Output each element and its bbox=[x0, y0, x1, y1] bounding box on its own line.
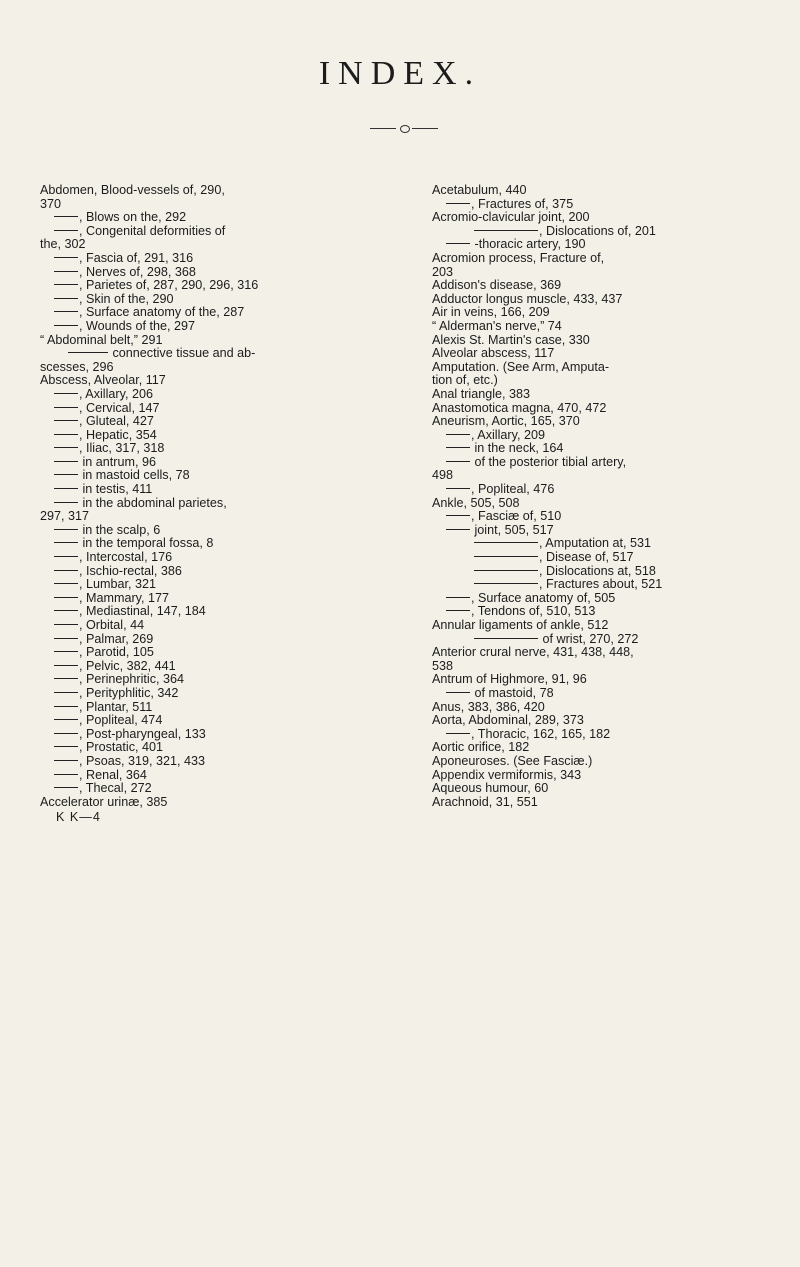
index-entry bbox=[432, 225, 728, 239]
ditto-dash bbox=[54, 609, 78, 611]
index-entry bbox=[432, 429, 728, 443]
index-entry bbox=[432, 266, 728, 280]
ditto-dash bbox=[54, 460, 78, 462]
index-entry bbox=[432, 728, 728, 742]
index-entry bbox=[432, 320, 728, 334]
index-column-left bbox=[40, 184, 336, 825]
index-entry bbox=[432, 673, 728, 687]
index-entry bbox=[432, 701, 728, 715]
index-entry bbox=[40, 347, 336, 361]
index-entry bbox=[40, 633, 336, 647]
index-entry-text: 297, 317 bbox=[40, 509, 90, 524]
index-entry bbox=[432, 184, 728, 198]
ornament-dot bbox=[400, 125, 410, 133]
index-entry-text: , Axillary, 209 bbox=[471, 427, 545, 442]
index-entry bbox=[432, 293, 728, 307]
ditto-dash bbox=[446, 596, 470, 598]
ditto-dash bbox=[54, 650, 78, 652]
ditto-dash bbox=[54, 528, 78, 530]
index-entry-text: Annular ligaments of ankle, 512 bbox=[432, 618, 609, 632]
index-entry-text: in the temporal fossa, 8 bbox=[79, 536, 214, 551]
index-entry-text: in the abdominal parietes, bbox=[79, 495, 227, 510]
index-entry-text: , Gluteal, 427 bbox=[79, 414, 154, 429]
index-entry bbox=[432, 347, 728, 361]
index-entry-text: of wrist, 270, 272 bbox=[539, 631, 639, 646]
index-entry bbox=[432, 796, 728, 810]
index-entry bbox=[432, 388, 728, 402]
index-entry-text: 203 bbox=[432, 264, 454, 279]
index-entry bbox=[40, 524, 336, 538]
index-entry bbox=[40, 741, 336, 755]
ditto-dash bbox=[474, 541, 538, 543]
index-entry bbox=[432, 469, 728, 483]
index-entry-text: tion of, etc.) bbox=[432, 373, 498, 388]
index-entry-text: , Blows on the, 292 bbox=[79, 210, 187, 225]
index-entry-text: joint, 505, 517 bbox=[471, 522, 554, 537]
index-entry-text: “ Alderman's nerve,” 74 bbox=[432, 318, 562, 333]
ditto-dash bbox=[446, 433, 470, 435]
index-entry-text: , Iliac, 317, 318 bbox=[79, 441, 165, 456]
ditto-dash bbox=[54, 623, 78, 625]
index-entry bbox=[40, 442, 336, 456]
index-entry bbox=[40, 565, 336, 579]
index-entry bbox=[40, 782, 336, 796]
index-entry-text: Abscess, Alveolar, 117 bbox=[40, 373, 166, 388]
index-entry bbox=[432, 592, 728, 606]
index-entry-text: in the scalp, 6 bbox=[79, 522, 161, 537]
index-entry bbox=[432, 510, 728, 524]
index-entry-text: , Mammary, 177 bbox=[79, 590, 170, 605]
index-entry bbox=[432, 660, 728, 674]
index-entry-text: , Perityphlitic, 342 bbox=[79, 685, 179, 700]
ditto-dash bbox=[54, 677, 78, 679]
index-entry bbox=[432, 578, 728, 592]
ditto-dash bbox=[446, 609, 470, 611]
ditto-dash bbox=[54, 215, 78, 217]
index-entry-text: , Mediastinal, 147, 184 bbox=[79, 604, 206, 619]
index-entry-text: Acetabulum, 440 bbox=[432, 183, 527, 197]
index-entry-text: , Lumbar, 321 bbox=[79, 577, 157, 592]
index-entry bbox=[432, 741, 728, 755]
index-entry-text: , Thecal, 272 bbox=[79, 781, 152, 796]
ditto-dash bbox=[54, 569, 78, 571]
title-ornament bbox=[370, 124, 438, 134]
index-entry bbox=[40, 497, 336, 511]
index-entry-text: , Plantar, 511 bbox=[79, 699, 153, 714]
ditto-dash bbox=[474, 582, 538, 584]
index-entry bbox=[40, 198, 336, 212]
index-entry-text: , Hepatic, 354 bbox=[79, 427, 157, 442]
index-entry bbox=[432, 605, 728, 619]
ditto-dash bbox=[54, 283, 78, 285]
index-entry bbox=[40, 592, 336, 606]
ditto-dash bbox=[54, 745, 78, 747]
ditto-dash bbox=[54, 555, 78, 557]
index-entry bbox=[40, 660, 336, 674]
index-entry bbox=[432, 646, 728, 660]
ditto-dash bbox=[54, 759, 78, 761]
index-entry-text: , Thoracic, 162, 165, 182 bbox=[471, 726, 611, 741]
index-entry-text: connective tissue and ab- bbox=[109, 346, 256, 361]
ditto-dash bbox=[54, 718, 78, 720]
index-entry-text: , Disease of, 517 bbox=[539, 550, 634, 565]
index-entry bbox=[432, 334, 728, 348]
index-entry-text: , Intercostal, 176 bbox=[79, 550, 173, 565]
index-entry bbox=[432, 442, 728, 456]
ditto-dash bbox=[446, 242, 470, 244]
index-entry bbox=[432, 483, 728, 497]
index-entry bbox=[40, 320, 336, 334]
index-entry-text: , Psoas, 319, 321, 433 bbox=[79, 753, 206, 768]
ditto-dash bbox=[54, 324, 78, 326]
index-entry bbox=[40, 211, 336, 225]
index-entry-text: Antrum of Highmore, 91, 96 bbox=[432, 672, 587, 687]
index-entry bbox=[432, 211, 728, 225]
ditto-dash bbox=[446, 202, 470, 204]
index-entry bbox=[432, 565, 728, 579]
ditto-dash bbox=[446, 732, 470, 734]
index-entry-text: Aneurism, Aortic, 165, 370 bbox=[432, 414, 580, 429]
index-entry-text: , Orbital, 44 bbox=[79, 618, 145, 632]
ditto-dash bbox=[446, 460, 470, 462]
ditto-dash bbox=[474, 555, 538, 557]
index-entry-text: Addison's disease, 369 bbox=[432, 278, 562, 293]
index-entry-text: , Popliteal, 474 bbox=[79, 713, 163, 728]
ditto-dash bbox=[54, 773, 78, 775]
index-entry bbox=[40, 225, 336, 239]
index-entry-text: -thoracic artery, 190 bbox=[471, 237, 586, 252]
index-entry bbox=[40, 469, 336, 483]
index-entry-text: , Amputation at, 531 bbox=[539, 536, 652, 551]
ditto-dash bbox=[54, 705, 78, 707]
index-entry bbox=[40, 415, 336, 429]
index-entry-text: 370 bbox=[40, 196, 62, 211]
index-entry-text: , Fasciæ of, 510 bbox=[471, 509, 562, 524]
index-entry-text: Abdomen, Blood-vessels of, 290, bbox=[40, 183, 225, 197]
index-entry-text: Anus, 383, 386, 420 bbox=[432, 699, 545, 714]
ditto-dash bbox=[54, 229, 78, 231]
index-entry bbox=[40, 483, 336, 497]
index-entry bbox=[40, 714, 336, 728]
index-entry-text: Accelerator urinæ, 385 bbox=[40, 794, 168, 809]
ditto-dash bbox=[54, 406, 78, 408]
index-entry bbox=[40, 605, 336, 619]
index-entry bbox=[40, 293, 336, 307]
index-entry-text: , Surface anatomy of the, 287 bbox=[79, 305, 245, 320]
index-entry bbox=[432, 537, 728, 551]
ditto-dash bbox=[54, 419, 78, 421]
index-entry bbox=[432, 402, 728, 416]
index-entry bbox=[40, 646, 336, 660]
index-entry bbox=[432, 374, 728, 388]
index-entry-text: Alexis St. Martin's case, 330 bbox=[432, 332, 590, 347]
index-entry-text: , Fractures of, 375 bbox=[471, 196, 574, 211]
ditto-dash bbox=[54, 392, 78, 394]
index-entry bbox=[40, 755, 336, 769]
page-title: INDEX. bbox=[318, 55, 482, 92]
index-entry-text: , Dislocations at, 518 bbox=[539, 563, 656, 578]
index-entry-text: Air in veins, 166, 209 bbox=[432, 305, 550, 320]
ditto-dash bbox=[474, 569, 538, 571]
index-entry bbox=[432, 279, 728, 293]
ditto-dash bbox=[446, 446, 470, 448]
index-entry-text: , Perinephritic, 364 bbox=[79, 672, 185, 687]
index-entry bbox=[432, 769, 728, 783]
index-entry-text: , Tendons of, 510, 513 bbox=[471, 604, 596, 619]
index-entry-text: , Fractures about, 521 bbox=[539, 577, 663, 592]
index-entry bbox=[40, 238, 336, 252]
ditto-dash bbox=[54, 473, 78, 475]
index-entry bbox=[432, 524, 728, 538]
ditto-dash bbox=[54, 732, 78, 734]
index-entry-text: , Palmar, 269 bbox=[79, 631, 154, 646]
ditto-dash bbox=[54, 297, 78, 299]
index-entry-text: , Dislocations of, 201 bbox=[539, 223, 656, 238]
index-entry bbox=[40, 252, 336, 266]
index-entry bbox=[432, 755, 728, 769]
index-entry-text: Aqueous humour, 60 bbox=[432, 781, 549, 796]
index-entry-text: Aponeuroses. (See Fasciæ.) bbox=[432, 753, 593, 768]
ditto-dash bbox=[54, 446, 78, 448]
index-entry bbox=[40, 402, 336, 416]
ditto-dash bbox=[446, 528, 470, 530]
index-entry-text: Aorta, Abdominal, 289, 373 bbox=[432, 713, 584, 728]
ditto-dash bbox=[54, 256, 78, 258]
ditto-dash bbox=[54, 501, 78, 503]
index-entry-text: in antrum, 96 bbox=[79, 454, 157, 469]
index-entry bbox=[432, 252, 728, 266]
index-entry-text: Appendix vermiformis, 343 bbox=[432, 767, 582, 782]
index-entry-text: , Axillary, 206 bbox=[79, 386, 153, 401]
index-entry-text: Aortic orifice, 182 bbox=[432, 740, 530, 755]
ditto-dash bbox=[474, 637, 538, 639]
index-entry bbox=[432, 782, 728, 796]
ditto-dash bbox=[54, 596, 78, 598]
ditto-dash bbox=[54, 664, 78, 666]
index-entry bbox=[432, 687, 728, 701]
index-entry-text: , Popliteal, 476 bbox=[471, 482, 555, 497]
index-entry-text: , Parotid, 105 bbox=[79, 645, 154, 660]
index-entry-text: , Cervical, 147 bbox=[79, 400, 160, 415]
index-entry-text: Amputation. (See Arm, Amputa- bbox=[432, 359, 610, 374]
index-entry bbox=[40, 388, 336, 402]
ditto-dash bbox=[68, 351, 108, 353]
index-entry bbox=[40, 551, 336, 565]
index-entry-text: , Surface anatomy of, 505 bbox=[471, 590, 616, 605]
ditto-dash bbox=[54, 270, 78, 272]
ditto-dash bbox=[54, 637, 78, 639]
index-entry bbox=[40, 619, 336, 633]
index-entry bbox=[40, 510, 336, 524]
index-entry bbox=[432, 714, 728, 728]
ditto-dash bbox=[54, 487, 78, 489]
index-entry bbox=[40, 266, 336, 280]
index-entry bbox=[40, 728, 336, 742]
ditto-dash bbox=[54, 433, 78, 435]
index-entry bbox=[40, 578, 336, 592]
ditto-dash bbox=[54, 541, 78, 543]
index-entry-text: in mastoid cells, 78 bbox=[79, 468, 190, 483]
index-entry bbox=[40, 334, 336, 348]
index-entry bbox=[40, 687, 336, 701]
index-entry bbox=[432, 551, 728, 565]
index-entry bbox=[40, 673, 336, 687]
ditto-dash bbox=[446, 691, 470, 693]
index-entry-text: Adductor longus muscle, 433, 437 bbox=[432, 291, 623, 306]
index-entry bbox=[40, 429, 336, 443]
index-entry-text: , Skin of the, 290 bbox=[79, 291, 174, 306]
index-entry bbox=[40, 769, 336, 783]
index-entry-text: , Nerves of, 298, 368 bbox=[79, 264, 196, 279]
index-entry bbox=[432, 198, 728, 212]
index-entry-text: Acromio-clavicular joint, 200 bbox=[432, 210, 590, 225]
index-entry-text: the, 302 bbox=[40, 237, 86, 252]
index-entry-text: 538 bbox=[432, 658, 454, 673]
index-entry-text: , Parietes of, 287, 290, 296, 316 bbox=[79, 278, 259, 293]
index-entry-text: 498 bbox=[432, 468, 454, 483]
ditto-dash bbox=[446, 487, 470, 489]
index-entry-text: of mastoid, 78 bbox=[471, 685, 554, 700]
index-entry-text: Anastomotica magna, 470, 472 bbox=[432, 400, 607, 415]
index-entry bbox=[432, 415, 728, 429]
index-entry-text: in testis, 411 bbox=[79, 482, 153, 497]
index-entry-text: Arachnoid, 31, 551 bbox=[432, 794, 538, 809]
ditto-dash bbox=[54, 310, 78, 312]
index-entry bbox=[40, 701, 336, 715]
ditto-dash bbox=[446, 514, 470, 516]
index-entry-text: “ Abdominal belt,” 291 bbox=[40, 332, 163, 347]
ditto-dash bbox=[54, 582, 78, 584]
index-entry bbox=[432, 497, 728, 511]
index-entry-text: , Ischio-rectal, 386 bbox=[79, 563, 182, 578]
signature-mark: K K—4 bbox=[56, 810, 101, 825]
index-entry-text: Alveolar abscess, 117 bbox=[432, 346, 555, 361]
index-entry bbox=[432, 238, 728, 252]
index-entry-text: Ankle, 505, 508 bbox=[432, 495, 520, 510]
index-entry-text: , Pelvic, 382, 441 bbox=[79, 658, 176, 673]
index-entry bbox=[40, 184, 336, 198]
index-entry bbox=[40, 537, 336, 551]
index-entry-text: Acromion process, Fracture of, bbox=[432, 250, 605, 265]
index-entry bbox=[40, 361, 336, 375]
index-entry-text: , Prostatic, 401 bbox=[79, 740, 163, 755]
index-entry-text: of the posterior tibial artery, bbox=[471, 454, 627, 469]
index-entry bbox=[40, 306, 336, 320]
ornament-rule-left bbox=[370, 128, 396, 129]
index-entry bbox=[40, 374, 336, 388]
index-entry bbox=[432, 619, 728, 633]
index-entry bbox=[432, 306, 728, 320]
index-entry-text: Anal triangle, 383 bbox=[432, 386, 531, 401]
index-entry bbox=[40, 279, 336, 293]
index-entry bbox=[432, 361, 728, 375]
index-entry-text: Anterior crural nerve, 431, 438, 448, bbox=[432, 645, 634, 660]
index-entry-text: scesses, 296 bbox=[40, 359, 114, 374]
ornament-rule-right bbox=[412, 128, 438, 129]
index-entry bbox=[40, 456, 336, 470]
index-entry-text: , Renal, 364 bbox=[79, 767, 147, 782]
index-entry-text: , Post-pharyngeal, 133 bbox=[79, 726, 206, 741]
ditto-dash bbox=[54, 691, 78, 693]
index-entry-text: in the neck, 164 bbox=[471, 441, 564, 456]
index-entry bbox=[432, 456, 728, 470]
index-column-right bbox=[432, 184, 728, 809]
index-entry bbox=[40, 796, 336, 810]
index-entry-text: , Fascia of, 291, 316 bbox=[79, 250, 194, 265]
ditto-dash bbox=[54, 786, 78, 788]
ditto-dash bbox=[474, 229, 538, 231]
index-entry-text: , Congenital deformities of bbox=[79, 223, 226, 238]
index-entry bbox=[432, 633, 728, 647]
index-entry-text: , Wounds of the, 297 bbox=[79, 318, 195, 333]
